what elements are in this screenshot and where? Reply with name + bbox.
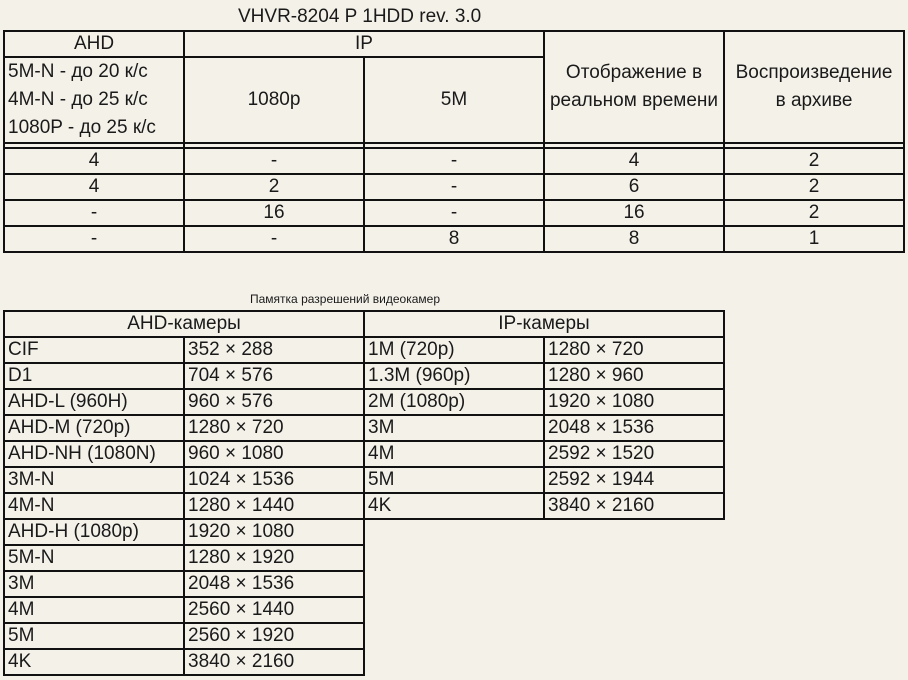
table-row bbox=[4, 415, 724, 441]
ip-resolution: 1280 × 960 bbox=[544, 363, 724, 389]
ahd-resolution: 2560 × 1920 bbox=[184, 623, 364, 649]
resolutions-table bbox=[3, 310, 725, 676]
ahd-mode-4mn: 4M-N - до 25 к/с bbox=[8, 89, 148, 110]
ip-format: 5M bbox=[364, 467, 544, 493]
ahd-cameras-header: AHD-камеры bbox=[4, 311, 364, 337]
cell-realtime: 4 bbox=[544, 148, 724, 174]
ahd-resolution: 3840 × 2160 bbox=[184, 649, 364, 675]
ip-format: 1.3M (960p) bbox=[364, 363, 544, 389]
cell-playback: 1 bbox=[724, 226, 904, 252]
table-row bbox=[4, 519, 724, 545]
cell-ip-5m: - bbox=[364, 200, 544, 226]
ip-resolution: 1920 × 1080 bbox=[544, 389, 724, 415]
ahd-format: D1 bbox=[4, 363, 184, 389]
ip-resolution: 3840 × 2160 bbox=[544, 493, 724, 519]
table-row bbox=[4, 337, 724, 363]
cell-playback: 2 bbox=[724, 174, 904, 200]
ahd-resolution: 352 × 288 bbox=[184, 337, 364, 363]
ip-cameras-header: IP-камеры bbox=[364, 311, 724, 337]
table-row bbox=[4, 148, 904, 174]
realtime-header bbox=[544, 31, 724, 143]
ip-header: IP bbox=[184, 31, 544, 57]
realtime-line-2: реальном времени bbox=[549, 90, 719, 111]
ahd-resolution: 1920 × 1080 bbox=[184, 519, 364, 545]
table-row bbox=[4, 493, 724, 519]
ip-format: 4M bbox=[364, 441, 544, 467]
empty-area bbox=[364, 519, 724, 675]
ahd-format: 5M bbox=[4, 623, 184, 649]
ahd-resolution: 2048 × 1536 bbox=[184, 571, 364, 597]
ahd-resolution: 2560 × 1440 bbox=[184, 597, 364, 623]
ip-resolution: 2592 × 1520 bbox=[544, 441, 724, 467]
ahd-modes bbox=[4, 57, 184, 143]
cell-realtime: 6 bbox=[544, 174, 724, 200]
header-row-1 bbox=[4, 31, 904, 57]
table-row bbox=[4, 389, 724, 415]
ahd-resolution: 960 × 1080 bbox=[184, 441, 364, 467]
cell-ip-5m: - bbox=[364, 148, 544, 174]
ahd-resolution: 1280 × 720 bbox=[184, 415, 364, 441]
cell-ip-5m: 8 bbox=[364, 226, 544, 252]
realtime-line-1: Отображение в bbox=[565, 62, 703, 83]
ahd-format: 4K bbox=[4, 649, 184, 675]
ip-format: 3M bbox=[364, 415, 544, 441]
ip-resolution: 2048 × 1536 bbox=[544, 415, 724, 441]
ahd-format: AHD-H (1080p) bbox=[4, 519, 184, 545]
ahd-resolution: 960 × 576 bbox=[184, 389, 364, 415]
playback-header bbox=[724, 31, 904, 143]
playback-line-2: в архиве bbox=[775, 90, 853, 111]
cell-ip-1080p: 16 bbox=[184, 200, 364, 226]
ip-format: 4K bbox=[364, 493, 544, 519]
cell-realtime: 16 bbox=[544, 200, 724, 226]
ip-1080p-header: 1080p bbox=[184, 57, 364, 143]
table-row bbox=[4, 226, 904, 252]
cell-playback: 2 bbox=[724, 148, 904, 174]
table-row bbox=[4, 467, 724, 493]
cell-ip-5m: - bbox=[364, 174, 544, 200]
ahd-header: AHD bbox=[4, 31, 184, 57]
table1-title: VHVR-8204 P 1HDD rev. 3.0 bbox=[238, 6, 482, 27]
ip-resolution: 2592 × 1944 bbox=[544, 467, 724, 493]
cell-realtime: 8 bbox=[544, 226, 724, 252]
cell-ip-1080p: 2 bbox=[184, 174, 364, 200]
cell-ip-1080p: - bbox=[184, 148, 364, 174]
ahd-format: AHD-L (960H) bbox=[4, 389, 184, 415]
ip-5m-header: 5M bbox=[364, 57, 544, 143]
cell-ahd: - bbox=[4, 226, 184, 252]
ahd-format: CIF bbox=[4, 337, 184, 363]
ahd-format: 4M-N bbox=[4, 493, 184, 519]
ahd-mode-5mn: 5M-N - до 20 к/с bbox=[8, 61, 148, 82]
ahd-resolution: 704 × 576 bbox=[184, 363, 364, 389]
table-row bbox=[4, 200, 904, 226]
ahd-format: 3M bbox=[4, 571, 184, 597]
ahd-format: 4M bbox=[4, 597, 184, 623]
ip-resolution: 1280 × 720 bbox=[544, 337, 724, 363]
table-row bbox=[4, 363, 724, 389]
cell-ahd: 4 bbox=[4, 174, 184, 200]
cell-ahd: 4 bbox=[4, 148, 184, 174]
ahd-format: 5M-N bbox=[4, 545, 184, 571]
ahd-format: AHD-M (720p) bbox=[4, 415, 184, 441]
table2-title: Памятка разрешений видеокамер bbox=[250, 292, 441, 306]
ahd-resolution: 1280 × 1440 bbox=[184, 493, 364, 519]
ahd-format: 3M-N bbox=[4, 467, 184, 493]
cell-ahd: - bbox=[4, 200, 184, 226]
playback-line-1: Воспроизведение bbox=[735, 62, 893, 83]
ahd-format: AHD-NH (1080N) bbox=[4, 441, 184, 467]
ahd-resolution: 1024 × 1536 bbox=[184, 467, 364, 493]
channel-config-table bbox=[3, 30, 905, 253]
cell-ip-1080p: - bbox=[184, 226, 364, 252]
ahd-resolution: 1280 × 1920 bbox=[184, 545, 364, 571]
resolutions-header-row bbox=[4, 311, 724, 337]
table-row bbox=[4, 174, 904, 200]
ip-format: 2M (1080p) bbox=[364, 389, 544, 415]
cell-playback: 2 bbox=[724, 200, 904, 226]
table-row bbox=[4, 441, 724, 467]
ip-format: 1M (720p) bbox=[364, 337, 544, 363]
ahd-mode-1080p: 1080P - до 25 к/с bbox=[8, 117, 156, 138]
